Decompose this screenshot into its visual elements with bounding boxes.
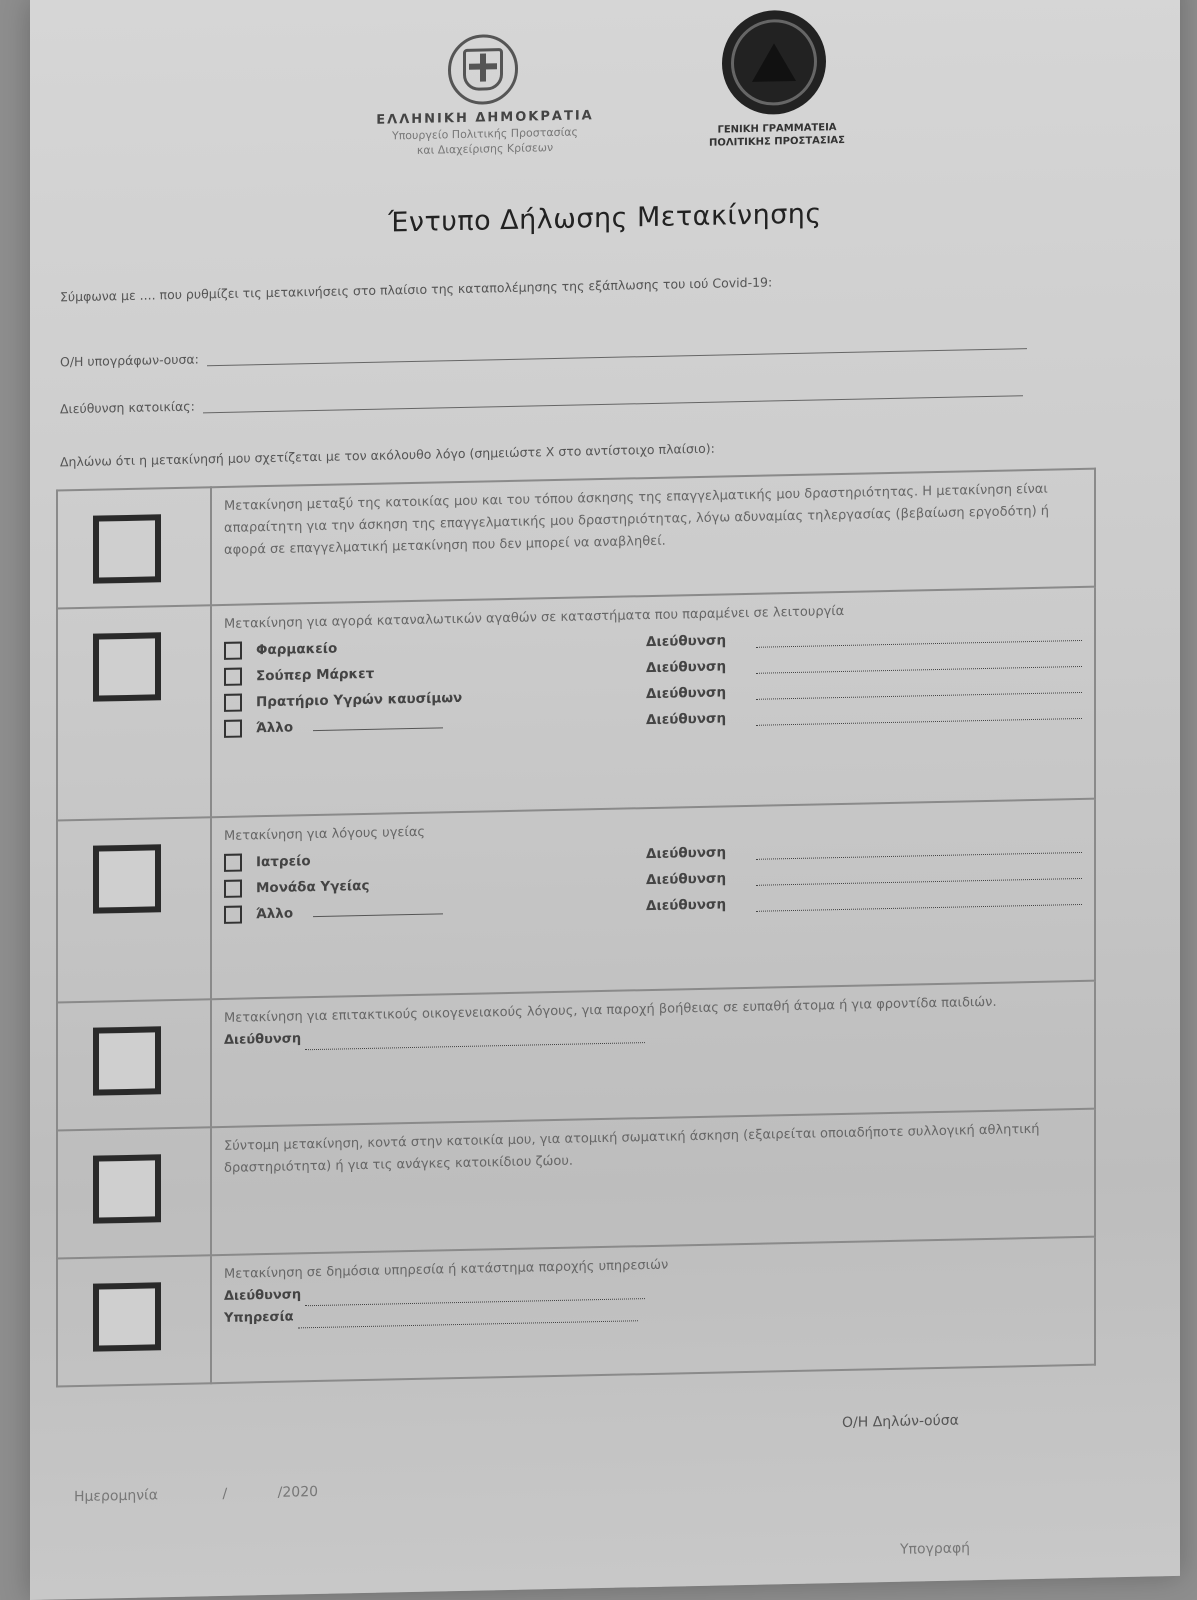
option-label: Φαρμακείο xyxy=(256,640,338,659)
reason-text-public-service: Μετακίνηση σε δημόσια υπηρεσία ή κατάστημα παροχής υπηρεσιών xyxy=(224,1257,669,1282)
reason-row-family xyxy=(57,981,1095,1131)
option-checkbox[interactable] xyxy=(224,880,242,898)
option-checkbox[interactable] xyxy=(224,668,242,686)
signer-field-row xyxy=(60,334,1027,369)
reason-checkbox-public-service[interactable] xyxy=(93,1282,161,1351)
signature-label: Υπογραφή xyxy=(900,1540,971,1558)
address-label: Διεύθυνση xyxy=(646,710,727,729)
address-label: Διεύθυνση xyxy=(646,658,727,677)
option-label: Σούπερ Μάρκετ xyxy=(256,665,375,685)
option-checkbox[interactable] xyxy=(224,906,242,924)
reason-checkbox-work[interactable] xyxy=(93,514,161,583)
address-input-line[interactable] xyxy=(756,625,1082,647)
civil-protection-seal-icon xyxy=(722,9,826,115)
form-title: Έντυπο Δήλωσης Μετακίνησης xyxy=(388,198,822,239)
option-label: Άλλο xyxy=(256,719,294,737)
form-intro: Σύμφωνα με .... που ρυθμίζει τις μετακινήσεις στο πλαίσιο της καταπολέμησης της εξάπλωσης του ιού Covid-19: xyxy=(60,274,773,305)
reason-checkbox-cell xyxy=(57,487,211,608)
address-input-line[interactable] xyxy=(756,703,1082,725)
address-input-line[interactable] xyxy=(756,889,1082,911)
signer-label: Ο/Η υπογράφων-ουσα: xyxy=(60,351,199,370)
reason-row-work xyxy=(57,469,1095,609)
option-label: Ιατρείο xyxy=(256,853,311,871)
option-checkbox[interactable] xyxy=(224,642,242,660)
address-input-line[interactable] xyxy=(756,863,1082,885)
form-paper xyxy=(30,0,1180,1600)
reason-row-health xyxy=(57,799,1095,1003)
civil-protection-label xyxy=(702,121,852,150)
ministry-block xyxy=(330,107,640,158)
address-input-line[interactable] xyxy=(756,651,1082,673)
ministry-line-1: ΕΛΛΗΝΙΚΗ ΔΗΜΟΚΡΑΤΙΑ xyxy=(376,108,594,128)
address-input-line[interactable] xyxy=(305,1028,645,1050)
reason-checkbox-exercise[interactable] xyxy=(93,1154,161,1223)
date-label: Ημερομηνία xyxy=(74,1487,159,1506)
address-input-line[interactable] xyxy=(756,837,1082,859)
address-field-row xyxy=(60,381,1023,416)
address-label: Διεύθυνση κατοικίας: xyxy=(60,398,195,417)
reason-text-family: Μετακίνηση για επιτακτικούς οικογενειακούς λόγους, για παροχή βοήθειας σε ευπαθή άτομα ή για φροντίδα παιδιών. xyxy=(224,994,997,1026)
address-input-line[interactable] xyxy=(756,677,1082,699)
reason-row-public-service xyxy=(57,1237,1095,1387)
reason-description xyxy=(211,469,1095,606)
form-header xyxy=(30,0,1180,190)
civil-protection-line-2: ΠΟΛΙΤΙΚΗΣ ΠΡΟΣΤΑΣΙΑΣ xyxy=(708,134,845,149)
service-input-line[interactable] xyxy=(298,1306,638,1328)
address-label: Διεύθυνση xyxy=(646,870,727,889)
declarant-label: Ο/Η Δηλών-ούσα xyxy=(842,1412,959,1431)
address-label: Διεύθυνση xyxy=(646,896,727,915)
option-checkbox[interactable] xyxy=(224,854,242,872)
reason-checkbox-health[interactable] xyxy=(93,844,161,913)
declaration-text: Δηλώνω ότι η μετακίνησή μου σχετίζεται με τον ακόλουθο λόγο (σημειώστε Χ στο αντίστοιχο πλαίσιο): xyxy=(60,440,715,470)
signer-input-line[interactable] xyxy=(207,334,1027,366)
date-year: /2020 xyxy=(277,1483,319,1501)
ministry-line-2: Υπουργείο Πολιτικής Προστασίας xyxy=(391,125,579,143)
ministry-line-3: και Διαχείρισης Κρίσεων xyxy=(416,141,554,157)
address-label: Διεύθυνση xyxy=(224,1287,302,1304)
option-checkbox[interactable] xyxy=(224,720,242,738)
reason-checkbox-shopping[interactable] xyxy=(93,632,161,701)
other-input-line[interactable] xyxy=(313,715,443,731)
reason-text-work: Μετακίνηση μεταξύ της κατοικίας μου και του τόπου άσκησης της επαγγελματικής μου δραστηριότητας. Η μετακίνηση είναι απαραίτητη για την άσκηση της επαγγελματικής μου δραστηριότητας, λόγω αδυναμίας τηλεργασίας (βεβαίωση εργοδότη) ή αφορά σε επαγγελματική μετακίνηση που δεν μπορεί να αναβληθεί. xyxy=(224,481,1050,558)
reason-text-health: Μετακίνηση για λόγους υγείας xyxy=(224,824,426,844)
address-label: Διεύθυνση xyxy=(646,684,727,703)
reason-row-exercise xyxy=(57,1109,1095,1259)
service-label: Υπηρεσία xyxy=(224,1309,294,1326)
option-checkbox[interactable] xyxy=(224,694,242,712)
address-input-line[interactable] xyxy=(203,381,1023,413)
address-label: Διεύθυνση xyxy=(646,844,727,863)
date-separator: / xyxy=(222,1485,228,1502)
reason-text-exercise: Σύντομη μετακίνηση, κοντά στην κατοικία μου, για ατομική σωματική άσκηση (εξαιρείται οποιαδήποτε συλλογική αθλητική δραστηριότητα) ή για τις ανάγκες κατοικίδιου ζώου. xyxy=(224,1121,1040,1176)
address-label: Διεύθυνση xyxy=(646,632,727,651)
option-label: Άλλο xyxy=(256,905,294,923)
greek-coat-of-arms-icon xyxy=(448,34,518,105)
option-label: Μονάδα Υγείας xyxy=(256,877,370,897)
other-input-line[interactable] xyxy=(313,901,443,917)
reason-checkbox-family[interactable] xyxy=(93,1026,161,1095)
reasons-table xyxy=(56,468,1096,1388)
reason-row-shopping xyxy=(57,587,1095,821)
option-label: Πρατήριο Υγρών καυσίμων xyxy=(256,689,463,711)
date-row xyxy=(74,1484,318,1505)
reason-text-shopping: Μετακίνηση για αγορά καταναλωτικών αγαθών σε καταστήματα που παραμένει σε λειτουργία xyxy=(224,603,845,632)
civil-protection-line-1: ΓΕΝΙΚΗ ΓΡΑΜΜΑΤΕΙΑ xyxy=(717,122,837,136)
address-label: Διεύθυνση xyxy=(224,1031,302,1048)
